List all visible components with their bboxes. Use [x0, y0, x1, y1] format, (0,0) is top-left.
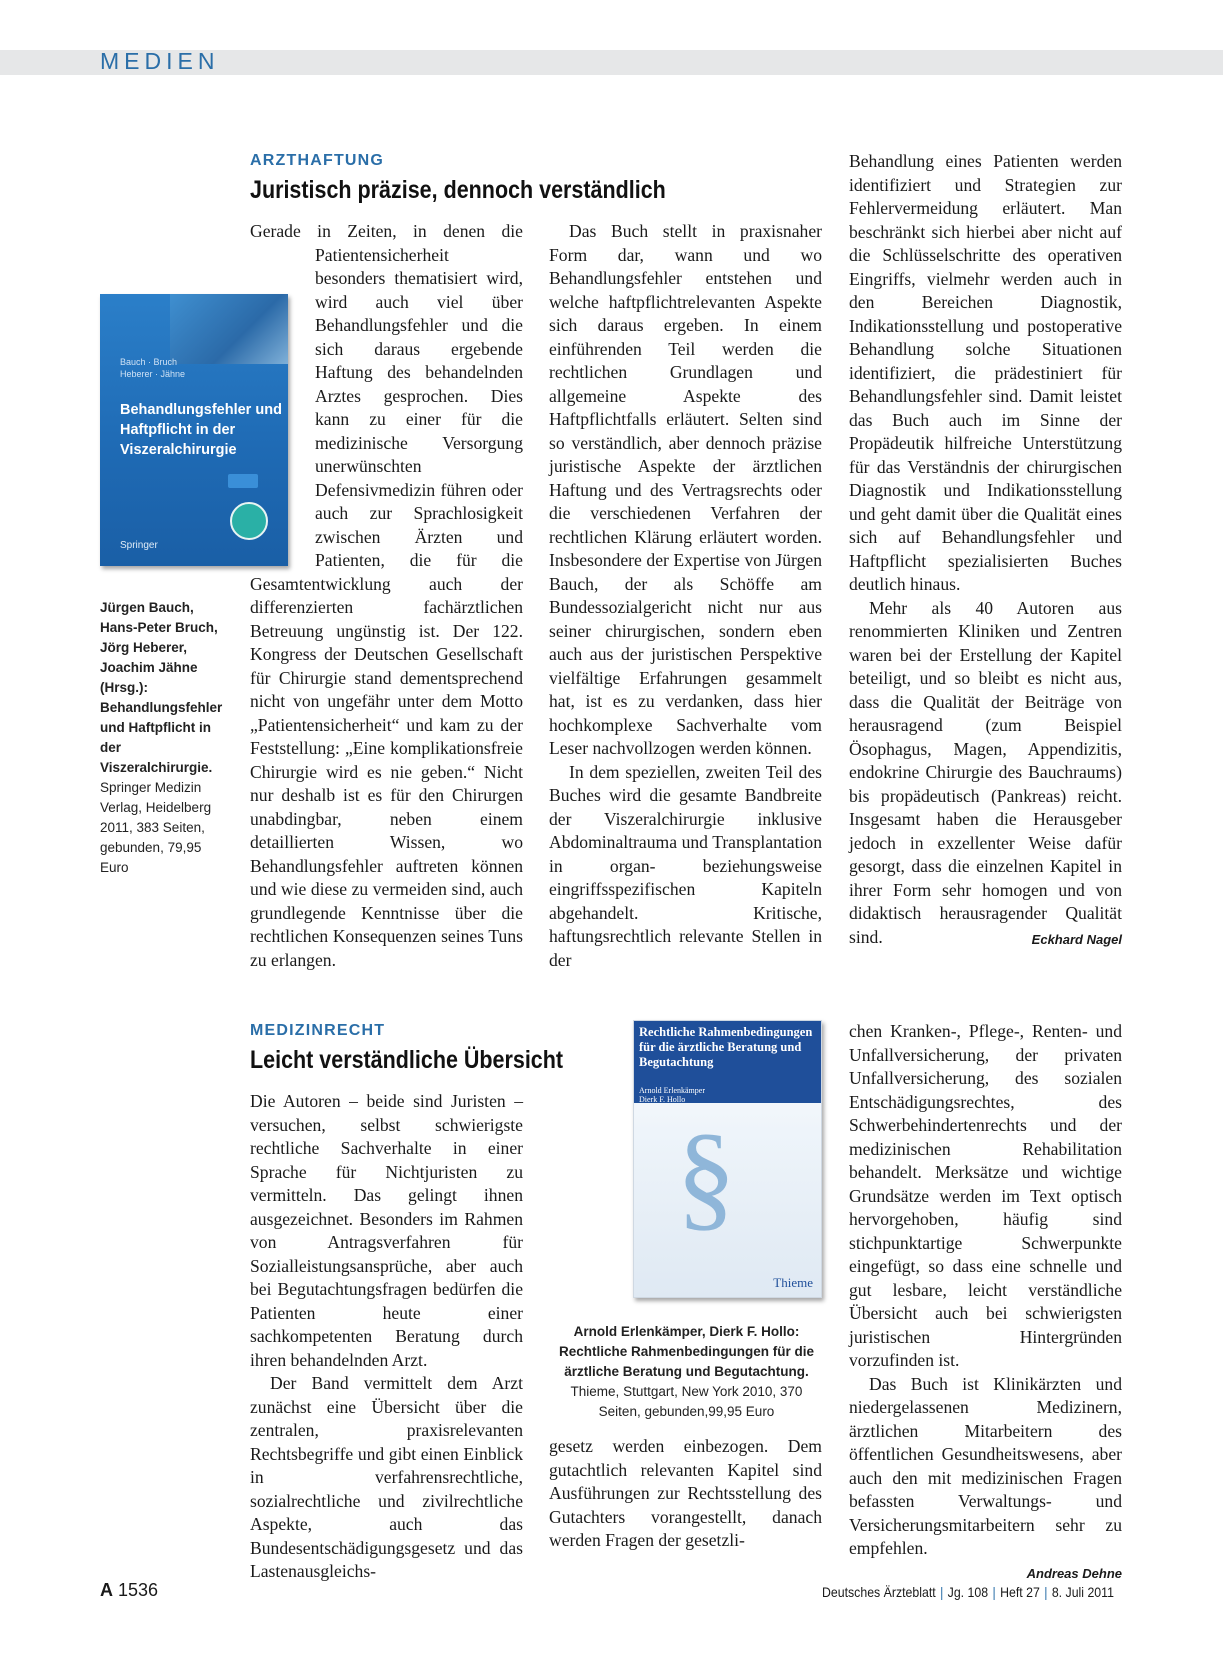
- paragraph-symbol-icon: §: [676, 1109, 736, 1242]
- article2-column-3: [849, 1020, 1122, 1585]
- caption-bold: Jürgen Bauch, Hans-Peter Bruch, Jörg Heberer, Joachim Jähne (Hrsg.): Behandlungsfehler und Haftpflicht in der Viszeralchirurgie.: [100, 600, 223, 775]
- article2-caption: [549, 1322, 824, 1422]
- article2-paragraph-2: Der Band vermittelt dem Arzt zunächst eine Übersicht über die zentralen, praxisrelevanten Rechtsbegriffe und gibt einen Einblick in verfahrensrechtliche, sozialrechtliche und zivilrechtliche Aspekte, auch das Bundesentschädigungsgesetz und das Lastenausgleichs-: [250, 1373, 523, 1581]
- page-number: [100, 1580, 158, 1601]
- cover-publisher: Thieme: [773, 1275, 813, 1290]
- section-label: MEDIEN: [100, 48, 220, 74]
- article1-column-2: [549, 220, 822, 972]
- article1-caption: [100, 598, 230, 878]
- cover-title: Behandlungsfehler und Haftpflicht in der Viszeralchirurgie: [120, 402, 282, 458]
- journal-info: Deutsches Ärzteblatt | Jg. 108 | Heft 27 | 8. Juli 2011: [822, 1584, 1114, 1600]
- article1-paragraph-2: Das Buch stellt in praxisnaher Form dar, wann und wo Behandlungsfehler entstehen und welche haftpflichtrelevanten Aspekte sich daraus ergeben. In einem einführenden Teil werden die rechtlichen Grundlagen und allgemeine Aspekte des Haftpflichtfalls erläutert. Selten sind so verständlich, aber dennoch präzise juristische Aspekte der ärztlichen Haftung und des Vertragsrechts oder die verschiedenen Verfahren der rechtlichen Klärung erläutert worden. Insbesondere der Expertise von Jürgen Bauch, der als Schöffe am Bundessozialgericht nicht nur aus seiner chirurgischen, sondern eben auch aus der juristischen Perspektive vielfältige Erfahrungen gesammelt hat, ist es zu verdanken, dass hier hochkomplexe Sachverhalte vom Leser nachvollzogen werden können.: [549, 221, 822, 758]
- book-cover-legal-framework: [633, 1020, 822, 1298]
- journal-date: 8. Juli 2011: [1051, 1584, 1114, 1600]
- article2-column-1: [250, 1090, 523, 1584]
- article1-paragraph-1: Gerade in Zeiten, in denen die Patientensicherheit besonders thematisiert wird, wird auch viel über Behandlungsfehler und die sich daraus ergebende Haftung des behandelnden Arztes gesprochen. Dies kann zu einer für die medizinische Versorgung unerwünschten Defensivmedizin führen oder auch zur Sprachlosigkeit zwischen Ärzten und Patienten, die für die Gesamtentwicklung auch der differenzierten fachärztlichen Betreuung ungünstig ist. Der 122. Kongress der Deutschen Gesellschaft für Chirurgie stand dementsprechend nicht von ungefähr unter dem Motto „Patientensicherheit“ und kam zu der Feststellung: „Eine komplikationsfreie Chirurgie wird es nie geben.“ Nicht nur deshalb ist es für den Chirurgen unabdingbar, neben einem detaillierten Wissen, wo Behandlungsfehler auftreten können und wie diese zu vermeiden sind, auch grundlegende Kenntnisse über die rechtlichen Konsequenzen seines Tuns zu erlangen.: [250, 221, 523, 970]
- article2-author: Andreas Dehne: [1026, 1565, 1122, 1581]
- article1-paragraph-3a: In dem speziellen, zweiten Teil des Buches wird die gesamte Bandbreite der Viszeralchirurgie inklusive Abdominaltrauma und Transplantation in organ- beziehungsweise eingriffsspezifischen Kapiteln abgehandelt. Kritische, haftungsrechtlich relevante Stellen in der: [549, 761, 822, 970]
- cover-wrap-space: [250, 266, 315, 571]
- article1-author: Eckhard Nagel: [1031, 931, 1122, 947]
- cover-authors: Arnold Erlenkämper Dierk F. Hollo: [639, 1086, 705, 1104]
- article2-column-2: [549, 1435, 822, 1553]
- cover-title: Rechtliche Rahmenbedingungen für die ärztliche Beratung und Begutachtung: [639, 1025, 813, 1069]
- article2-paragraph-4-text: Das Buch ist Klinikärzten und niedergelassenen Medizinern, ärztlichen Mitarbeitern des öffentlichen Gesundheitswesens, aber auch den mit medizinischen Fragen befassten Verwaltungs- und Versicherungsmitarbeitern sehr zu empfehlen.: [849, 1373, 1122, 1558]
- article1-kicker: ARZTHAFTUNG: [250, 152, 385, 169]
- article1-column-3: [849, 150, 1122, 951]
- journal-issue: Heft 27: [1000, 1584, 1040, 1600]
- article1-headline: Juristisch präzise, dennoch verständlich: [250, 176, 666, 204]
- article2-kicker: MEDIZINRECHT: [250, 1022, 386, 1039]
- cover-publisher: Springer: [120, 540, 158, 551]
- article2-paragraph-4: [849, 1373, 1122, 1561]
- cover-editors: Bauch · Bruch Heberer · Jähne: [120, 357, 186, 379]
- caption-publisher: Springer Medizin Verlag, Heidelberg 2011, 383 Seiten, gebunden, 79,95 Euro: [100, 780, 212, 875]
- article2-paragraph-3: chen Kranken-, Pflege-, Renten- und Unfallversicherung, der privaten Unfallversicherung, des sozialen Entschädigungsrechtes, des Schwerbehindertenrechts und der medizinischen Rehabilitation behandelt. Merksätze und wichtige Grundsätze werden im Text optisch hervorgehoben, häufig sind stichpunktartige Schwerpunkte eingefügt, so dass eine schnelle und gut lesbare, leicht verständliche Übersicht auch bei schwierigsten juristischen Hintergründen vorzufinden ist.: [849, 1021, 1122, 1370]
- caption-publisher: Thieme, Stuttgart, New York 2010, 370 Seiten, gebunden,99,95 Euro: [570, 1384, 803, 1419]
- article1-column-1: [250, 220, 523, 970]
- article1-paragraph-4: [849, 597, 1122, 950]
- article1-paragraph-3b: Behandlung eines Patienten werden identifiziert und Strategien zur Fehlervermeidung erläutert. Man beschränkt sich hierbei aber nicht auf die Schlüsselschritte des operativen Eingriffs, vielmehr werden auch in den Bereichen Diagnostik, Indikationsstellung und postoperative Behandlung solche Situationen identifiziert, die prädestiniert für Behandlungsfehler sind. Damit leistet das Buch auch im Sinne der Propädeutik hilfreiche Unterstützung für das Verständnis der chirurgischen Diagnostik und Indikationsstellung und geht damit über die Qualität eines sich auf Behandlungsfehler und Haftpflicht spezialisierten Buches deutlich hinaus.: [849, 151, 1122, 594]
- article1-paragraph-4-text: Mehr als 40 Autoren aus renommierten Kliniken und Zentren waren bei der Erstellung der Kapitel beteiligt, und so bleibt es nicht aus, dass die Qualität der Beiträge von herausragend (zum Beispiel Ösophagus, Magen, Appendizitis, endokrine Chirurgie des Bauchraums) bis propädeutisch (Pankreas) reicht. Insgesamt haben die Herausgeber jedoch in exzellenter Weise dafür gesorgt, dass die einzelnen Kapitel in ihrer Form sehr homogen und von didaktisch herausragender Qualität sind.: [849, 597, 1122, 947]
- caption-bold: Arnold Erlenkämper, Dierk F. Hollo: Rechtliche Rahmenbedingungen für die ärztliche Beratung und Begutachtung.: [558, 1324, 815, 1379]
- journal-volume: Jg. 108: [947, 1584, 989, 1600]
- article2-headline: Leicht verständliche Übersicht: [250, 1046, 564, 1074]
- page-number-value: 1536: [118, 1580, 159, 1600]
- article2-paragraph-1: Die Autoren – beide sind Juristen – versuchen, selbst schwierigste rechtliche Sachverhalte in einer Sprache für Nichtjuristen zu vermitteln. Das gelingt ihnen ausgezeichnet. Besonders im Rahmen von Antragsverfahren für Sozialleistungsansprüche, aber auch bei Begutachtungsfragen bedürfen die Patienten heute einer sachkompetenten Beratung durch ihren behandelnden Arzt.: [250, 1091, 523, 1370]
- page-prefix: A: [100, 1580, 113, 1600]
- article2-column-2-text: gesetz werden einbezogen. Dem gutachtlich relevanten Kapitel sind Ausführungen zur Rechtsstellung des Gutachters vorangestellt, danach werden Fragen der gesetzli-: [549, 1436, 822, 1550]
- journal-name: Deutsches Ärzteblatt: [822, 1584, 936, 1600]
